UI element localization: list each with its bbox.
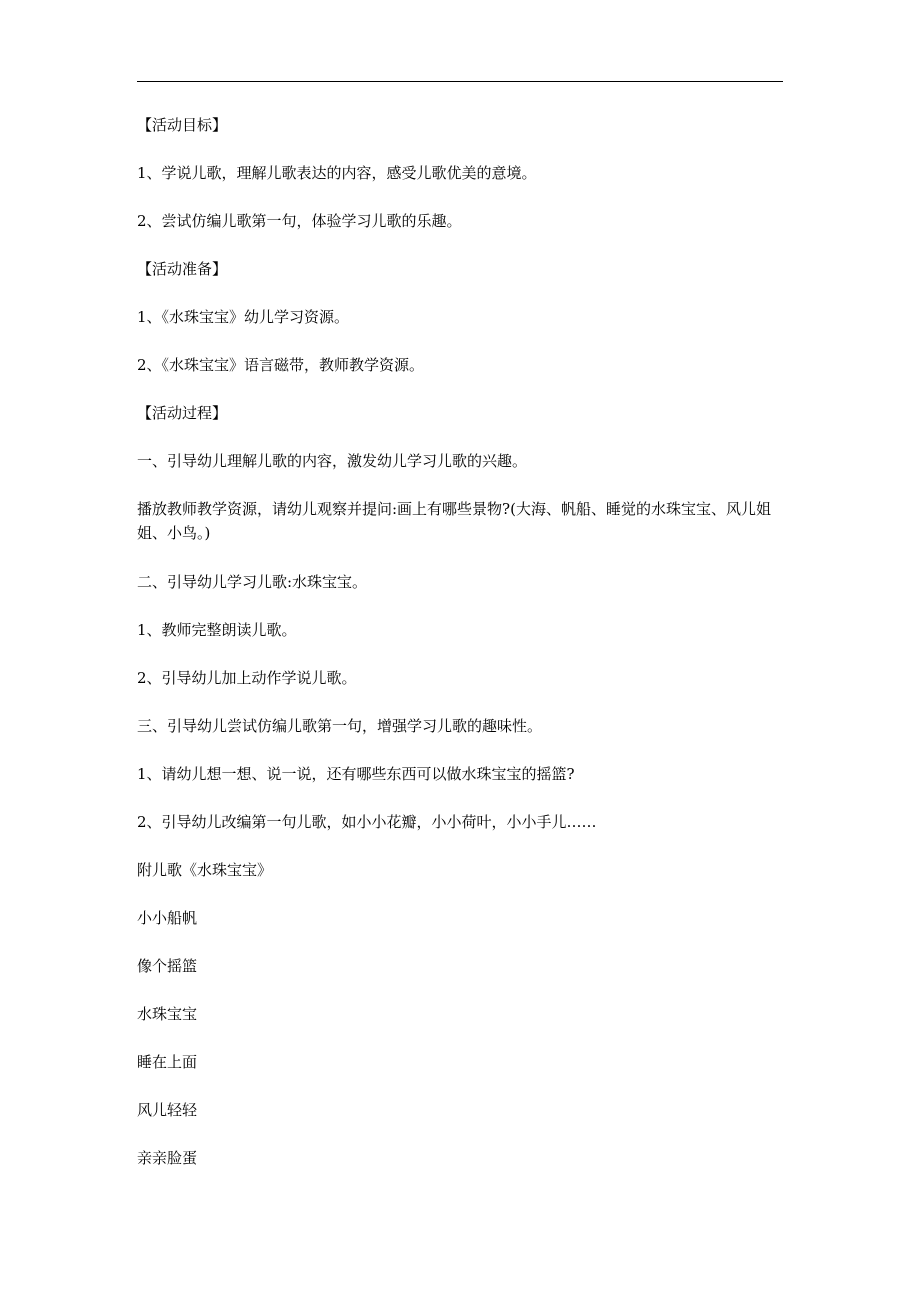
section-heading-process: 【活动过程】 xyxy=(137,404,228,422)
process-step-2-item-1: 1、教师完整朗读儿歌。 xyxy=(137,621,297,639)
process-step-3-item-2: 2、引导幼儿改编第一句儿歌，如小小花瓣，小小荷叶，小小手儿…… xyxy=(137,813,597,831)
song-line-2: 像个摇篮 xyxy=(137,957,198,975)
header-rule xyxy=(137,81,783,82)
process-step-1-detail: 播放教师教学资源，请幼儿观察并提问:画上有哪些景物?(大海、帆船、睡觉的水珠宝宝、风儿姐姐、小鸟。) xyxy=(137,500,771,542)
song-title: 附儿歌《水珠宝宝》 xyxy=(137,861,273,879)
goal-item-1: 1、学说儿歌，理解儿歌表达的内容，感受儿歌优美的意境。 xyxy=(137,164,537,182)
preparation-item-1: 1、《水珠宝宝》幼儿学习资源。 xyxy=(137,308,350,326)
goal-item-2: 2、尝试仿编儿歌第一句，体验学习儿歌的乐趣。 xyxy=(137,212,462,230)
process-step-3: 三、引导幼儿尝试仿编儿歌第一句，增强学习儿歌的趣味性。 xyxy=(137,717,543,735)
process-step-1: 一、引导幼儿理解儿歌的内容，激发幼儿学习儿歌的兴趣。 xyxy=(137,452,528,470)
process-step-3-item-1: 1、请幼儿想一想、说一说，还有哪些东西可以做水珠宝宝的摇篮? xyxy=(137,765,575,783)
song-line-6: 亲亲脸蛋 xyxy=(137,1149,198,1167)
section-heading-preparation: 【活动准备】 xyxy=(137,260,228,278)
process-step-2-item-2: 2、引导幼儿加上动作学说儿歌。 xyxy=(137,669,357,687)
section-heading-goals: 【活动目标】 xyxy=(137,116,228,134)
song-line-4: 睡在上面 xyxy=(137,1053,198,1071)
song-line-5: 风儿轻轻 xyxy=(137,1101,198,1119)
song-line-3: 水珠宝宝 xyxy=(137,1005,198,1023)
process-step-2: 二、引导幼儿学习儿歌:水珠宝宝。 xyxy=(137,573,368,591)
preparation-item-2: 2、《水珠宝宝》语言磁带，教师教学资源。 xyxy=(137,356,425,374)
song-line-1: 小小船帆 xyxy=(137,909,198,927)
